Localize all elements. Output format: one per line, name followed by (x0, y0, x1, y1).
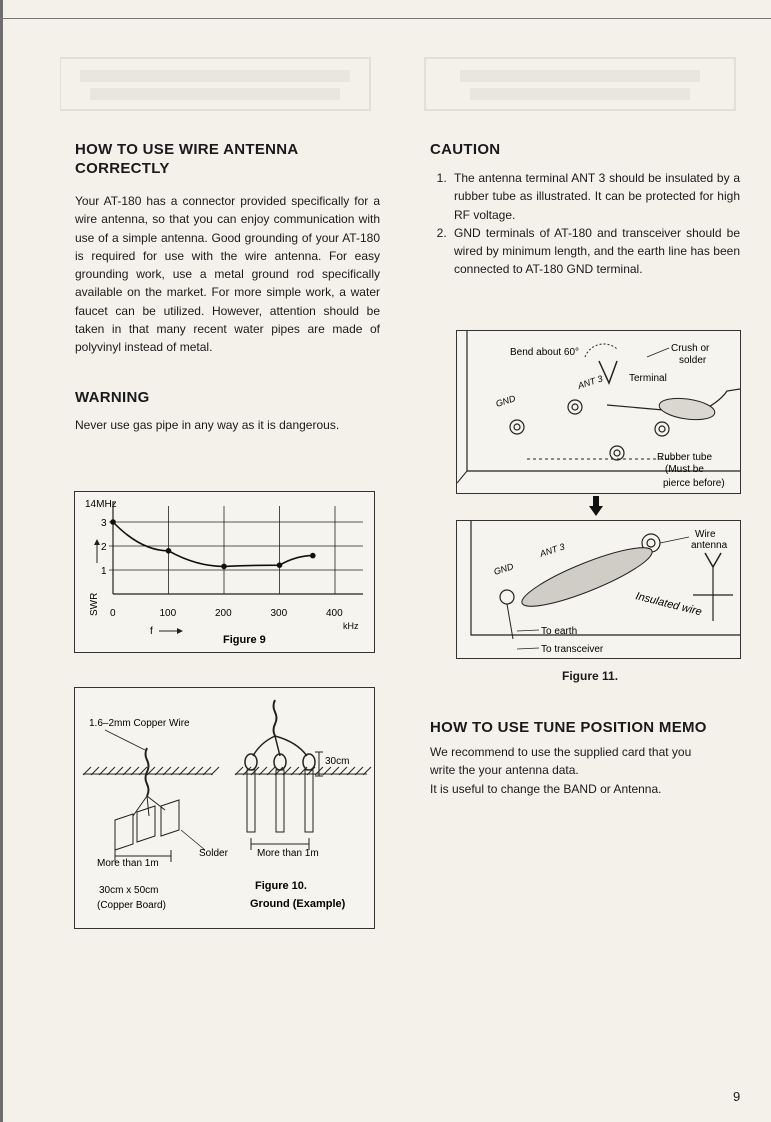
fig9-data-point (110, 519, 116, 525)
figure11-terminal-label: Terminal (629, 373, 667, 384)
fig9-x-tick-label: 100 (159, 608, 177, 619)
figure10-board-size: 30cm x 50cm (99, 885, 159, 896)
figure9-x-unit: kHz (343, 621, 359, 631)
figure10-branch-b (147, 796, 149, 816)
figure10-depth-label: 30cm (325, 756, 350, 767)
figure10-board-3 (161, 800, 179, 836)
figure11b-earth-label: To earth (541, 626, 578, 637)
page-edge-mark (0, 0, 3, 1122)
wire-antenna-body: Your AT-180 has a connector provided specifically for a wire antenna, so that you can enjoy communication with use of a simple antenna. Good grounding of your AT-180 is required for use with the wire antenna. For easy grounding work, use a metal ground rod specifically available on the market. For more simple work, a water faucet can be utilized. However, attention should be taken in that many recent water pipes are made of polyvinyl instead of metal. (75, 194, 380, 355)
figure10-wire-leader (105, 730, 145, 750)
figure10-wire-label: 1.6–2mm Copper Wire (89, 718, 190, 729)
figure9-y-axis-label: SWR (89, 592, 100, 616)
figure10-caption-line2: Ground (Example) (250, 898, 346, 910)
fig9-y-tick-label: 1 (101, 566, 107, 577)
figure11-bottom-drawing (457, 521, 740, 658)
fig9-x-tick-label: 400 (326, 608, 343, 619)
fig9-x-tick-label: 0 (110, 608, 116, 619)
caution-list (430, 169, 740, 279)
wire-antenna-title-line1: HOW TO USE WIRE ANTENNA (75, 141, 299, 158)
fig9-y-tick-label: 2 (101, 542, 107, 553)
figure10-board-2 (137, 806, 155, 842)
figure11b-wire-label-1: Wire (695, 529, 716, 540)
figure10-spacing-left-label: More than 1m (97, 858, 159, 869)
fig9-data-point (310, 553, 316, 559)
caution-title: CAUTION (430, 141, 501, 158)
figure11b-insulated-label: Insulated wire (634, 590, 704, 619)
figure10-board-1 (115, 814, 133, 850)
figure10-rods (245, 754, 315, 832)
fig10-hatch-mark (211, 767, 219, 775)
figure11-rubber-label-1: Rubber tube (657, 452, 713, 463)
figure10-box (74, 687, 375, 929)
figure10-solder-label: Solder (199, 848, 228, 859)
figure10-caption-line1: Figure 10. (255, 880, 307, 892)
left-column (75, 140, 380, 432)
figure11-rubber-label-2: (Must be (665, 464, 704, 475)
warning-body: Never use gas pipe in any way as it is dangerous. (75, 418, 340, 432)
fig9-x-tick-label: 200 (215, 608, 232, 619)
tune-memo-title: HOW TO USE TUNE POSITION MEMO (430, 719, 707, 736)
tune-memo-line3: It is useful to change the BAND or Antenna. (430, 781, 662, 796)
fig9-data-point (277, 562, 283, 568)
tune-memo-body (430, 743, 740, 798)
figure11-crush-label-2: solder (679, 355, 707, 366)
warning-title: WARNING (75, 389, 150, 406)
arrow-down-icon (589, 496, 603, 516)
figure11b-antenna-icon (705, 553, 721, 567)
figure9-chart (75, 492, 374, 652)
figure10-right-wire (274, 700, 277, 736)
figure11b-transceiver-label: To transceiver (541, 644, 604, 655)
figure11-rubber-label-3: pierce before) (663, 478, 725, 489)
figure10-branch-a (133, 796, 147, 816)
caution-item-1: 1. The antenna terminal ANT 3 should be insulated by a rubber tube as illustrated. It can be protected for high RF voltage. (450, 169, 740, 224)
figure11b-wire-label-2: antenna (691, 540, 728, 551)
tune-memo-line1: We recommend to use the supplied card that you (430, 745, 692, 759)
figure9-band-label: 14MHz (85, 499, 117, 510)
figure11-terminals (510, 400, 669, 460)
figure11-bottom-box (456, 520, 741, 659)
figure11-top-box (456, 330, 741, 494)
caution-item-2: 2. GND terminals of AT-180 and transceiver should be wired by minimum length, and the earth line has been connected to AT-180 GND terminal. (450, 224, 740, 279)
page-number: 9 (733, 1089, 741, 1104)
fig9-data-point (166, 548, 172, 554)
figure10-spacing-right-label: More than 1m (257, 848, 319, 859)
figure9-caption: Figure 9 (223, 634, 266, 646)
bleed-through-header (60, 50, 740, 120)
fig9-swr-curve (113, 522, 313, 566)
wire-antenna-title-line2: CORRECTLY (75, 160, 170, 177)
fig9-data-point (221, 564, 227, 570)
figure9-x-arrowhead (177, 628, 183, 634)
figure9-x-axis-label: f (150, 626, 153, 637)
figure11b-earth-wire (507, 604, 513, 639)
figure11-gnd-label: GND (494, 393, 517, 409)
right-column (430, 140, 740, 279)
figure11b-gnd-label: GND (492, 561, 515, 577)
tune-memo-line2: write the your antenna data. (430, 763, 579, 778)
figure9-box (74, 491, 375, 653)
figure11-caption: Figure 11. (562, 669, 619, 683)
figure10-rod-wires (253, 736, 307, 756)
figure11-crush-label-1: Crush or (671, 343, 710, 354)
figure10-drawing (75, 688, 374, 928)
figure10-left-wire (146, 748, 149, 796)
figure11-bend-arc (585, 344, 617, 357)
figure10-solder-leader (181, 830, 205, 850)
fig9-x-tick-label: 300 (270, 608, 288, 619)
figure11-rubber-tube (658, 395, 716, 423)
figure11-top-drawing (457, 331, 740, 493)
scan-top-line (0, 18, 771, 19)
fig9-y-tick-label: 3 (101, 518, 107, 529)
figure9-y-arrowhead (94, 539, 100, 545)
figure11-ant3-label: ANT 3 (576, 373, 604, 391)
figure10-board-material: (Copper Board) (97, 900, 166, 911)
figure11b-ant3-label: ANT 3 (538, 541, 566, 559)
figure11-bend-label: Bend about 60° (510, 347, 580, 358)
